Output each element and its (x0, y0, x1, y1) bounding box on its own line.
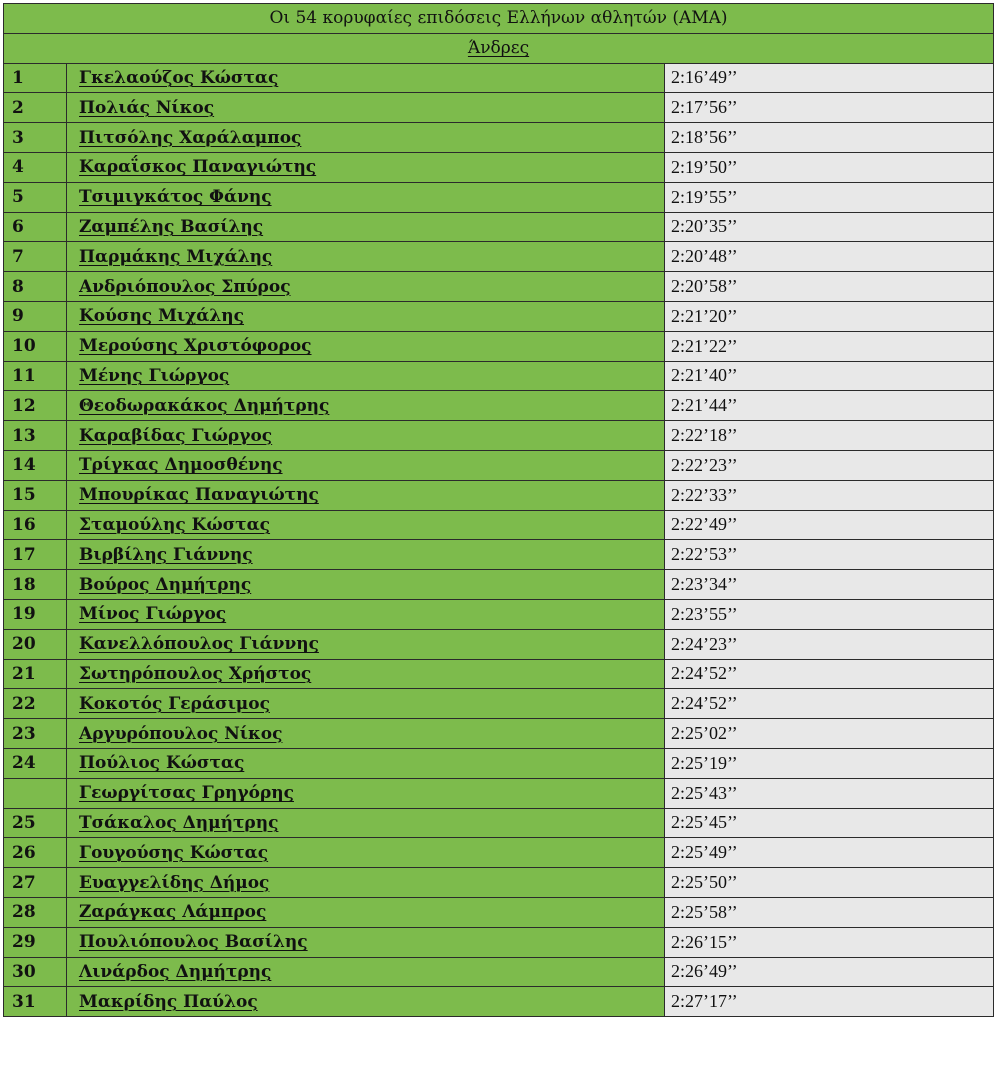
rank-cell: 26 (4, 838, 67, 868)
athlete-name: Γκελαούζος Κώστας (79, 67, 279, 88)
rank-cell: 11 (4, 361, 67, 391)
athlete-name: Μένης Γιώργος (79, 365, 230, 386)
athlete-name-cell (67, 778, 665, 808)
rank-cell: 8 (4, 272, 67, 302)
table-row (4, 808, 994, 838)
time-cell: 2:19’55’’ (665, 182, 994, 212)
athlete-name-cell (67, 480, 665, 510)
athlete-name-cell (67, 182, 665, 212)
table-row (4, 987, 994, 1017)
athlete-name: Ανδριόπουλος Σπύρος (79, 276, 291, 297)
rank-cell: 16 (4, 510, 67, 540)
table-subtitle-text: Άνδρες (467, 38, 530, 59)
rank-cell: 15 (4, 480, 67, 510)
table-row (4, 689, 994, 719)
rank-cell: 10 (4, 331, 67, 361)
athlete-name: Παρμάκης Μιχάλης (79, 246, 273, 267)
table-row (4, 93, 994, 123)
athlete-name: Σταμούλης Κώστας (79, 514, 271, 535)
time-cell: 2:25’45’’ (665, 808, 994, 838)
results-table (3, 3, 994, 1017)
rank-cell: 22 (4, 689, 67, 719)
table-row (4, 123, 994, 153)
athlete-name-cell (67, 897, 665, 927)
table-subtitle-row (4, 33, 994, 63)
rank-cell: 6 (4, 212, 67, 242)
rank-cell: 31 (4, 987, 67, 1017)
rank-cell (4, 778, 67, 808)
athlete-name: Ζαράγκας Λάμπρος (79, 902, 267, 923)
rank-cell: 1 (4, 63, 67, 93)
athlete-name: Μίνος Γιώργος (79, 604, 227, 625)
time-cell: 2:25’50’’ (665, 868, 994, 898)
table-row (4, 510, 994, 540)
rank-cell: 17 (4, 540, 67, 570)
athlete-name: Κοκοτός Γεράσιμος (79, 693, 270, 714)
table-row (4, 659, 994, 689)
athlete-name-cell (67, 421, 665, 451)
rank-cell: 12 (4, 391, 67, 421)
time-cell: 2:22’23’’ (665, 450, 994, 480)
table-row (4, 361, 994, 391)
table-row (4, 599, 994, 629)
athlete-name: Καραΐσκος Παναγιώτης (79, 157, 317, 178)
time-cell: 2:26’15’’ (665, 927, 994, 957)
time-cell: 2:20’58’’ (665, 272, 994, 302)
rank-cell: 20 (4, 629, 67, 659)
athlete-name: Τσάκαλος Δημήτρης (79, 812, 279, 833)
table-row (4, 927, 994, 957)
time-cell: 2:26’49’’ (665, 957, 994, 987)
athlete-name: Μακρίδης Παύλος (79, 991, 258, 1012)
time-cell: 2:24’23’’ (665, 629, 994, 659)
athlete-name-cell (67, 868, 665, 898)
time-cell: 2:18’56’’ (665, 123, 994, 153)
table-row (4, 868, 994, 898)
table-row (4, 838, 994, 868)
athlete-name: Κούσης Μιχάλης (79, 306, 245, 327)
athlete-name: Γεωργίτσας Γρηγόρης (79, 783, 294, 804)
table-subtitle (4, 33, 994, 63)
rank-cell: 2 (4, 93, 67, 123)
time-cell: 2:21’40’’ (665, 361, 994, 391)
athlete-name-cell (67, 272, 665, 302)
rank-cell: 25 (4, 808, 67, 838)
athlete-name-cell (67, 748, 665, 778)
rank-cell: 18 (4, 570, 67, 600)
table-row (4, 450, 994, 480)
rank-cell: 28 (4, 897, 67, 927)
time-cell: 2:23’55’’ (665, 599, 994, 629)
results-table-body (4, 4, 994, 1017)
time-cell: 2:22’33’’ (665, 480, 994, 510)
athlete-name-cell (67, 301, 665, 331)
rank-cell: 23 (4, 719, 67, 749)
athlete-name-cell (67, 719, 665, 749)
rank-cell: 5 (4, 182, 67, 212)
rank-cell: 27 (4, 868, 67, 898)
table-row (4, 212, 994, 242)
athlete-name-cell (67, 152, 665, 182)
table-row (4, 391, 994, 421)
athlete-name-cell (67, 987, 665, 1017)
time-cell: 2:24’52’’ (665, 659, 994, 689)
table-title-row (4, 4, 994, 34)
time-cell: 2:21’22’’ (665, 331, 994, 361)
athlete-name-cell (67, 689, 665, 719)
time-cell: 2:21’44’’ (665, 391, 994, 421)
rank-cell: 21 (4, 659, 67, 689)
table-row (4, 182, 994, 212)
athlete-name: Βούρος Δημήτρης (79, 574, 252, 595)
athlete-name-cell (67, 242, 665, 272)
time-cell: 2:22’18’’ (665, 421, 994, 451)
rank-cell: 14 (4, 450, 67, 480)
table-row (4, 301, 994, 331)
athlete-name-cell (67, 510, 665, 540)
athlete-name-cell (67, 212, 665, 242)
athlete-name: Τρίγκας Δημοσθένης (79, 455, 283, 476)
athlete-name-cell (67, 659, 665, 689)
athlete-name: Αργυρόπουλος Νίκος (79, 723, 283, 744)
rank-cell: 29 (4, 927, 67, 957)
athlete-name: Κανελλόπουλος Γιάννης (79, 634, 319, 655)
athlete-name: Καραβίδας Γιώργος (79, 425, 273, 446)
athlete-name: Μπουρίκας Παναγιώτης (79, 485, 319, 506)
athlete-name-cell (67, 331, 665, 361)
rank-cell: 7 (4, 242, 67, 272)
table-row (4, 242, 994, 272)
rank-cell: 19 (4, 599, 67, 629)
athlete-name-cell (67, 361, 665, 391)
table-row (4, 421, 994, 451)
athlete-name-cell (67, 63, 665, 93)
time-cell: 2:25’02’’ (665, 719, 994, 749)
time-cell: 2:20’35’’ (665, 212, 994, 242)
table-row (4, 480, 994, 510)
table-row (4, 272, 994, 302)
athlete-name-cell (67, 570, 665, 600)
athlete-name-cell (67, 808, 665, 838)
time-cell: 2:25’19’’ (665, 748, 994, 778)
athlete-name-cell (67, 957, 665, 987)
athlete-name-cell (67, 629, 665, 659)
athlete-name-cell (67, 391, 665, 421)
athlete-name: Θεοδωρακάκος Δημήτρης (79, 395, 330, 416)
table-row (4, 897, 994, 927)
athlete-name-cell (67, 838, 665, 868)
rank-cell: 24 (4, 748, 67, 778)
athlete-name: Λινάρδος Δημήτρης (79, 961, 272, 982)
time-cell: 2:19’50’’ (665, 152, 994, 182)
table-row (4, 957, 994, 987)
table-row (4, 629, 994, 659)
table-row (4, 63, 994, 93)
athlete-name-cell (67, 540, 665, 570)
table-row (4, 719, 994, 749)
time-cell: 2:22’53’’ (665, 540, 994, 570)
table-row (4, 748, 994, 778)
athlete-name: Βιρβίλης Γιάννης (79, 544, 253, 565)
time-cell: 2:24’52’’ (665, 689, 994, 719)
athlete-name: Ευαγγελίδης Δήμος (79, 872, 270, 893)
rank-cell: 4 (4, 152, 67, 182)
athlete-name: Μερούσης Χριστόφορος (79, 336, 312, 357)
rank-cell: 3 (4, 123, 67, 153)
athlete-name-cell (67, 599, 665, 629)
time-cell: 2:21’20’’ (665, 301, 994, 331)
time-cell: 2:22’49’’ (665, 510, 994, 540)
athlete-name: Πολιάς Νίκος (79, 97, 215, 118)
athlete-name: Πουλιόπουλος Βασίλης (79, 932, 308, 953)
time-cell: 2:25’58’’ (665, 897, 994, 927)
athlete-name: Πιτσόλης Χαράλαμπος (79, 127, 302, 148)
time-cell: 2:23’34’’ (665, 570, 994, 600)
athlete-name-cell (67, 927, 665, 957)
time-cell: 2:27’17’’ (665, 987, 994, 1017)
results-table-container (3, 3, 993, 1017)
rank-cell: 30 (4, 957, 67, 987)
athlete-name: Γουγούσης Κώστας (79, 842, 269, 863)
table-title: Οι 54 κορυφαίες επιδόσεις Ελλήνων αθλητών (ΑΜΑ) (4, 4, 994, 34)
table-row (4, 331, 994, 361)
table-row (4, 152, 994, 182)
table-row (4, 570, 994, 600)
time-cell: 2:25’49’’ (665, 838, 994, 868)
athlete-name: Πούλιος Κώστας (79, 753, 245, 774)
rank-cell: 13 (4, 421, 67, 451)
time-cell: 2:25’43’’ (665, 778, 994, 808)
athlete-name: Σωτηρόπουλος Χρήστος (79, 663, 312, 684)
rank-cell: 9 (4, 301, 67, 331)
athlete-name-cell (67, 450, 665, 480)
time-cell: 2:20’48’’ (665, 242, 994, 272)
athlete-name-cell (67, 123, 665, 153)
table-row (4, 778, 994, 808)
table-row (4, 540, 994, 570)
time-cell: 2:17’56’’ (665, 93, 994, 123)
athlete-name-cell (67, 93, 665, 123)
athlete-name: Ζαμπέλης Βασίλης (79, 216, 264, 237)
time-cell: 2:16’49’’ (665, 63, 994, 93)
athlete-name: Τσιμιγκάτος Φάνης (79, 187, 272, 208)
